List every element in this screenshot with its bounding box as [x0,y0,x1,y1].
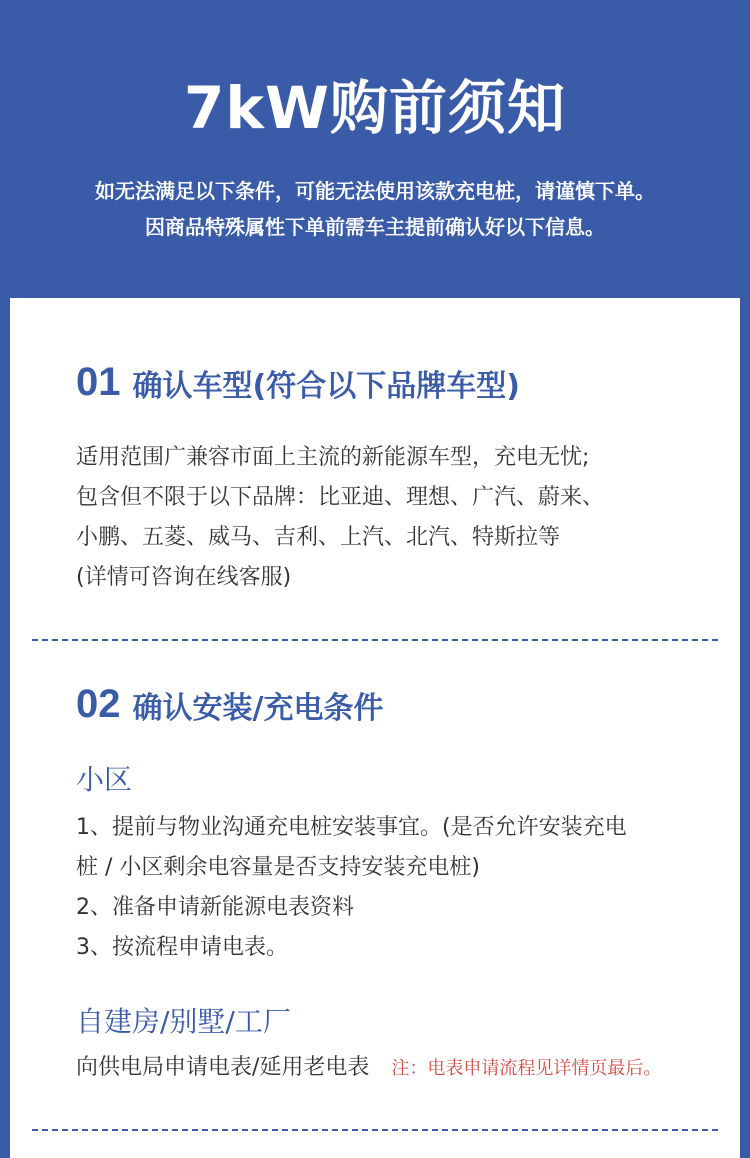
section-1-number: 01 [76,360,121,404]
section-1-line: 小鹏、五菱、威马、吉利、上汽、北汽、特斯拉等 [76,525,561,550]
subtitle-line-1: 如无法满足以下条件，可能无法使用该款充电桩，请谨慎下单。 [95,179,655,203]
community-line: 3、按流程申请电表。 [76,935,288,960]
community-heading: 小区 [76,763,133,796]
selfbuilt-heading: 自建房/别墅/工厂 [76,1005,291,1038]
section-1-body [76,438,604,598]
content-card [10,298,740,1158]
community-line: 1、提前与物业沟通充电桩安装事宜。(是否允许安装充电 [76,815,627,840]
section-1-line: (详情可咨询在线客服) [76,565,292,590]
section-2-heading [76,682,383,727]
selfbuilt-body [76,1048,661,1089]
page-title: 7kW购前须知 [184,74,566,142]
section-1-line: 适用范围广兼容市面上主流的新能源车型，充电无忧; [76,445,590,470]
community-line: 2、准备申请新能源电表资料 [76,895,354,920]
section-1-heading [76,360,520,405]
selfbuilt-note: 注：电表申请流程见详情页最后。 [391,1058,662,1079]
section-1-line: 包含但不限于以下品牌：比亚迪、理想、广汽、蔚来、 [76,485,605,510]
section-2-title: 确认安装/充电条件 [132,690,384,726]
section-2-number: 02 [76,682,121,726]
dashed-divider [32,639,718,641]
header-banner [0,0,750,298]
community-line: 桩 / 小区剩余电容量是否支持安装充电桩) [76,855,480,880]
subtitle-line-2: 因商品特殊属性下单前需车主提前确认好以下信息。 [145,215,605,239]
dashed-divider [32,1129,718,1131]
community-body [76,808,627,968]
selfbuilt-text: 向供电局申请电表/延用老电表 [76,1055,370,1080]
section-1-title: 确认车型(符合以下品牌车型) [132,368,520,404]
